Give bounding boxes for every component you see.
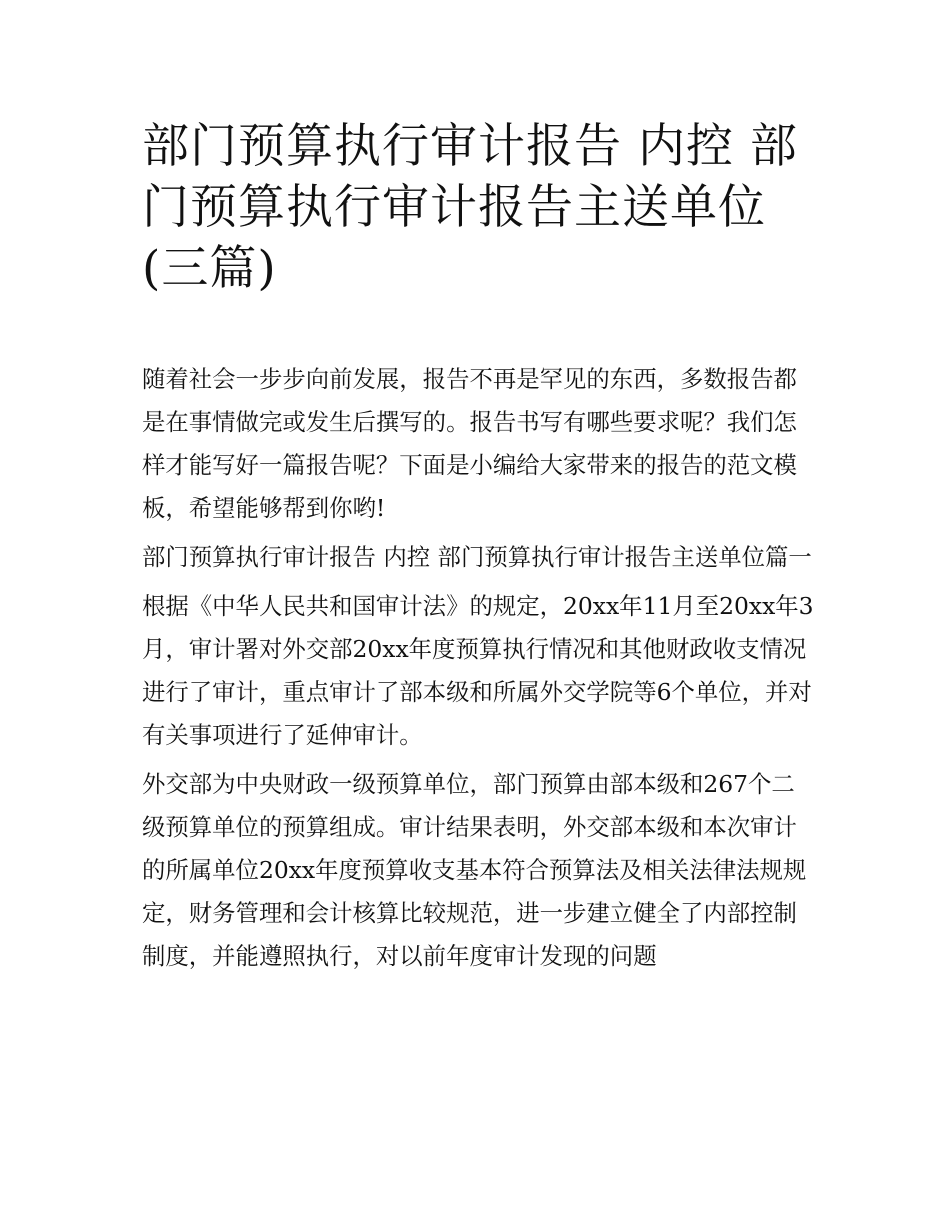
intro-paragraph: 随着社会一步步向前发展，报告不再是罕见的东西，多数报告都是在事情做完或发生后撰写的。报告书写有哪些要求呢？我们怎样才能写好一篇报告呢？下面是小编给大家带来的报告的范文模板，希望能够帮到你哟! (142, 365, 797, 522)
body-paragraph: 根据《中华人民共和国审计法》的规定，20xx年11月至20xx年3月，审计署对外交部20xx年度预算执行情况和其他财政收支情况进行了审计，重点审计了部本级和所属外交学院等6个单位，并对有关事项进行了延伸审计。 (142, 592, 814, 749)
section-heading: 部门预算执行审计报告 内控 部门预算执行审计报告主送单位篇一 (142, 543, 812, 571)
document-body (142, 358, 814, 978)
body-paragraph: 外交部为中央财政一级预算单位，部门预算由部本级和267个二级预算单位的预算组成。审计结果表明，外交部本级和本次审计的所属单位20xx年度预算收支基本符合预算法及相关法律法规规定，财务管理和会计核算比较规范，进一步建立健全了内部控制制度，并能遵照执行，对以前年度审计发现的问题 (142, 770, 807, 970)
document-title: 部门预算执行审计报告 内控 部门预算执行审计报告主送单位(三篇) (142, 119, 798, 296)
